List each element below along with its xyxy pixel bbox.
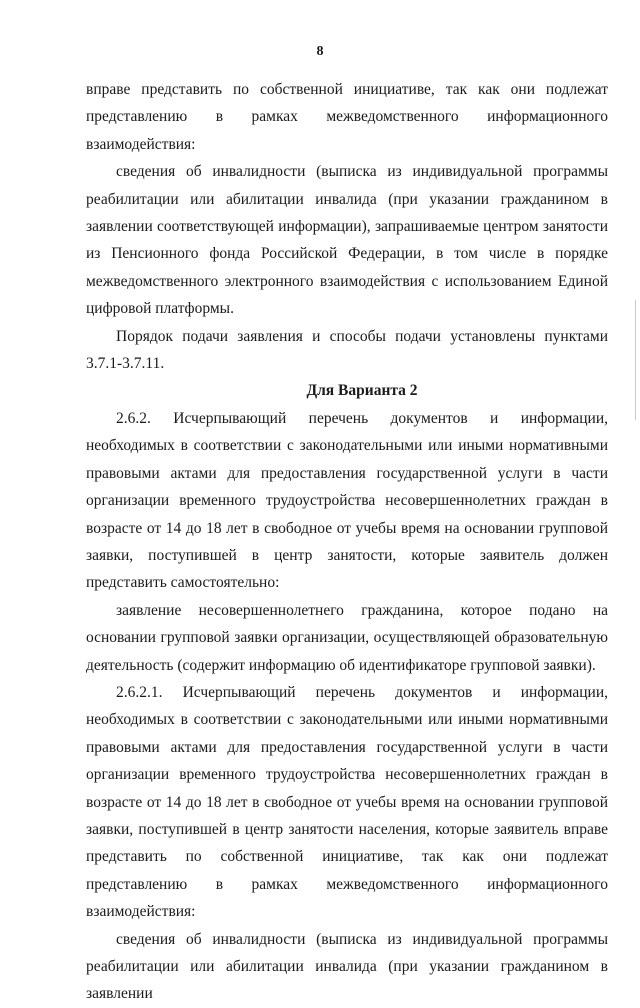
scan-edge-mark (635, 300, 636, 420)
paragraph-continuation: вправе представить по собственной инициативе, так как они подлежат представлению в рамках межведомственного информационного взаимодействия: (86, 81, 608, 153)
paragraph-disability-info: сведения об инвалидности (выписка из индивидуальной программы реабилитации или абилитации инвалида (при указании гражданином в заявлении соответствующей информации), запрашиваемые центром занятости из Пенсионного фонда Российской Федерации, в том числе в порядке межведомственного электронного взаимодействия с использованием Единой цифровой платформы. (86, 163, 608, 318)
paragraph-disability-info-2: сведения об инвалидности (выписка из индивидуальной программы реабилитации или абилитации инвалида (при указании гражданином в заявлении (86, 930, 608, 1003)
paragraph-2-6-2-1: 2.6.2.1. Исчерпывающий перечень документов и информации, необходимых в соответствии с законодательными или иными нормативными правовыми актами для предоставления государственной услуги в части организации временного трудоустройства несовершеннолетних граждан в возрасте от 14 до 18 лет в свободное от учебы время на основании групповой заявки, поступившей в центр занятости населения, которые заявитель вправе представить по собственной инициативе, так как они подлежат представлению в рамках межведомственного информационного взаимодействия: (86, 683, 608, 921)
paragraph-2-6-2: 2.6.2. Исчерпывающий перечень документов и информации, необходимых в соответствии с законодательными или иными нормативными правовыми актами для предоставления государственной услуги в части организации временного трудоустройства несовершеннолетних граждан в возрасте от 14 до 18 лет в свободное от учебы время на основании групповой заявки, поступившей в центр занятости, которые заявитель должен представить самостоятельно: (86, 409, 608, 592)
document-body (86, 76, 608, 1008)
section-heading: Для Варианта 2 (306, 382, 418, 400)
page-number: 8 (316, 44, 324, 59)
paragraph-application: заявление несовершеннолетнего гражданина, которое подано на основании групповой заявки организации, осуществляющей образовательную деятельность (содержит информацию об идентификаторе групповой заявки). (86, 601, 608, 674)
paragraph-submission-order: Порядок подачи заявления и способы подачи установлены пунктами 3.7.1-3.7.11. (86, 327, 608, 373)
